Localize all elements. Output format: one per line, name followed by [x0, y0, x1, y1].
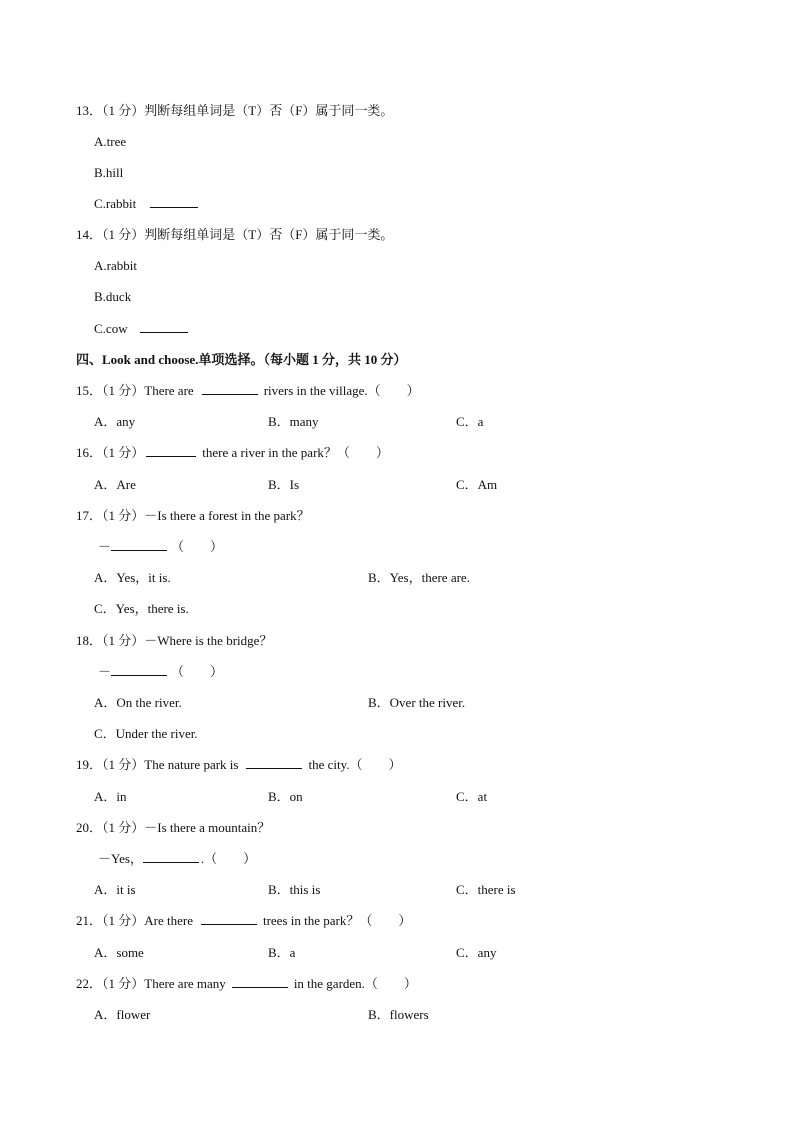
- question-20-option-b: B．this is: [268, 882, 321, 897]
- question-14-option-b: B.duck: [94, 289, 132, 304]
- question-16-option-a: A．Are: [94, 477, 136, 492]
- question-15-option-a: A．any: [94, 414, 136, 429]
- stem-suffix: rivers in the village.（ ）: [263, 383, 420, 398]
- reply-prefix: －: [98, 664, 112, 679]
- question-14-stem: 14．（1 分）判断每组单词是（T）否（F）属于同一类。: [76, 227, 394, 242]
- question-21-stem: [76, 912, 411, 930]
- question-20-stem: 20．（1 分）－Is there a mountain？: [76, 820, 271, 835]
- question-15-option-c: C．a: [456, 414, 484, 429]
- question-19-option-b: B．on: [268, 789, 303, 804]
- answer-blank: [246, 756, 302, 769]
- question-19-stem: [76, 756, 402, 774]
- question-20-option-c: C．there is: [456, 882, 516, 897]
- answer-blank: [232, 975, 288, 988]
- question-13-stem: 13．（1 分）判断每组单词是（T）否（F）属于同一类。: [76, 103, 394, 118]
- question-22-option-b: B．flowers: [368, 1007, 429, 1022]
- stem-suffix: the city.（ ）: [308, 757, 402, 772]
- answer-blank: [146, 444, 196, 457]
- question-17-option-a: A．Yes，it is.: [94, 570, 171, 585]
- question-17-reply: [98, 538, 223, 556]
- question-18-reply: [98, 663, 223, 681]
- reply-prefix: －: [98, 539, 112, 554]
- stem-suffix: in the garden.（ ）: [293, 976, 417, 991]
- question-17-option-c: C．Yes，there is.: [94, 601, 189, 616]
- question-13-option-b: B.hill: [94, 165, 124, 180]
- question-17-option-b: B．Yes，there are.: [368, 570, 470, 585]
- answer-blank: [201, 912, 257, 925]
- stem-prefix: 22．（1 分）There are many: [76, 976, 226, 991]
- answer-blank: [150, 195, 198, 208]
- question-20-reply: [98, 850, 256, 868]
- stem-prefix: 19．（1 分）The nature park is: [76, 757, 239, 772]
- question-19-option-a: A．in: [94, 789, 127, 804]
- question-22-stem: [76, 975, 417, 993]
- question-18-option-b: B．Over the river.: [368, 695, 466, 710]
- question-18-stem: 18．（1 分）－Where is the bridge？: [76, 633, 273, 648]
- question-22-option-a: A．flower: [94, 1007, 151, 1022]
- question-16-stem: [76, 444, 389, 462]
- option-text: C.rabbit: [94, 196, 137, 211]
- stem-suffix: there a river in the park？（ ）: [202, 445, 389, 460]
- reply-suffix: （ ）: [171, 664, 224, 679]
- answer-blank: [202, 382, 258, 395]
- question-21-option-b: B．a: [268, 945, 296, 960]
- answer-blank: [140, 320, 188, 333]
- question-13-option-a: A.tree: [94, 134, 127, 149]
- reply-suffix: （ ）: [171, 539, 224, 554]
- question-14-option-a: A.rabbit: [94, 258, 137, 273]
- answer-blank: [111, 663, 167, 676]
- question-15-stem: [76, 382, 420, 400]
- section-4-title: 四、Look and choose.单项选择。（每小题 1 分，共 10 分）: [76, 352, 407, 367]
- stem-prefix: 21．（1 分）Are there: [76, 913, 193, 928]
- question-15-option-b: B．many: [268, 414, 319, 429]
- question-18-option-c: C．Under the river.: [94, 726, 198, 741]
- stem-prefix: 16．（1 分）: [76, 445, 145, 460]
- reply-suffix: .（ ）: [200, 851, 257, 866]
- question-16-option-b: B．Is: [268, 477, 300, 492]
- question-21-option-a: A．some: [94, 945, 144, 960]
- question-13-option-c: [94, 195, 198, 213]
- question-21-option-c: C．any: [456, 945, 497, 960]
- question-16-option-c: C．Am: [456, 477, 498, 492]
- question-19-option-c: C．at: [456, 789, 488, 804]
- question-20-option-a: A．it is: [94, 882, 136, 897]
- option-text: C.cow: [94, 321, 128, 336]
- answer-blank: [143, 850, 199, 863]
- stem-prefix: 15．（1 分）There are: [76, 383, 194, 398]
- question-17-stem: 17．（1 分）－Is there a forest in the park？: [76, 508, 310, 523]
- question-14-option-c: [94, 320, 188, 338]
- stem-suffix: trees in the park？（ ）: [262, 913, 412, 928]
- question-18-option-a: A．On the river.: [94, 695, 182, 710]
- answer-blank: [111, 538, 167, 551]
- reply-prefix: －Yes，: [98, 851, 143, 866]
